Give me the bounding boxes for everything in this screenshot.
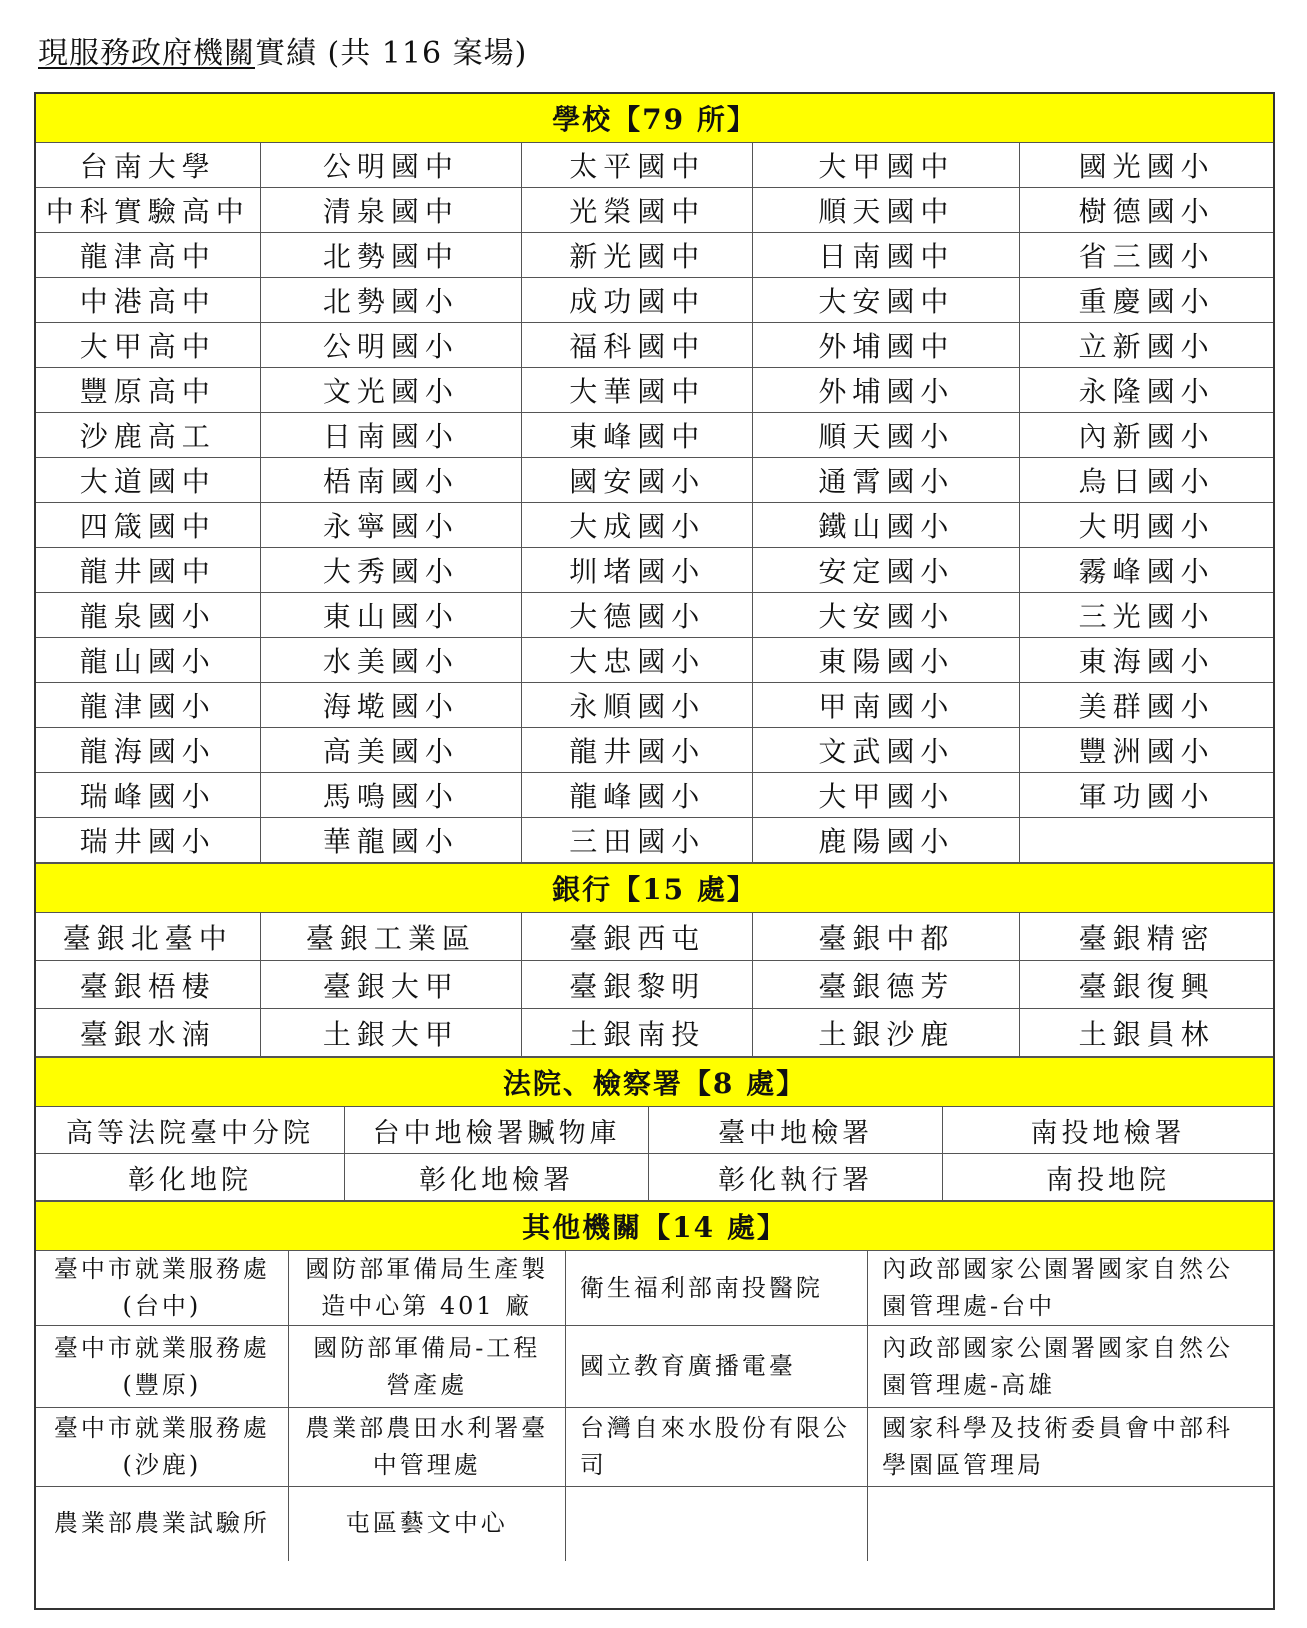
agency-cell: 衛生福利部南投醫院 (565, 1251, 867, 1326)
agency-cell: 屯區藝文中心 (288, 1487, 565, 1561)
school-cell: 通霄國小 (753, 458, 1020, 503)
empty-cell (1020, 818, 1273, 863)
courts-table (36, 1057, 1273, 1201)
agency-cell: 國防部軍備局-工程營產處 (288, 1326, 565, 1408)
school-cell: 新光國中 (522, 233, 753, 278)
school-cell: 安定國小 (753, 548, 1020, 593)
school-cell-row (36, 503, 1273, 548)
school-cell-row (36, 683, 1273, 728)
school-cell: 大安國小 (753, 593, 1020, 638)
court-cell: 臺中地檢署 (649, 1107, 943, 1154)
school-cell: 大秀國小 (260, 548, 522, 593)
bank-cell: 土銀南投 (522, 1009, 753, 1057)
school-cell: 國光國小 (1020, 143, 1273, 188)
school-cell: 大德國小 (522, 593, 753, 638)
school-cell: 國安國小 (522, 458, 753, 503)
school-cell: 龍峰國小 (522, 773, 753, 818)
agency-cell-row (36, 1251, 1273, 1326)
agency-cell: 臺中市就業服務處(豐原) (36, 1326, 288, 1408)
agency-cell: 臺中市就業服務處(台中) (36, 1251, 288, 1326)
school-cell-row (36, 593, 1273, 638)
school-cell: 豐洲國小 (1020, 728, 1273, 773)
school-cell: 霧峰國小 (1020, 548, 1273, 593)
agency-cell: 國家科學及技術委員會中部科學園區管理局 (868, 1408, 1273, 1487)
bank-cell: 土銀員林 (1020, 1009, 1273, 1057)
school-cell: 中科實驗高中 (36, 188, 260, 233)
courts-header: 法院、檢察署【8 處】 (36, 1058, 1273, 1107)
bank-cell: 臺銀精密 (1020, 913, 1273, 961)
school-cell: 四箴國中 (36, 503, 260, 548)
empty-cell (565, 1487, 867, 1561)
school-cell: 龍津高中 (36, 233, 260, 278)
page-title-suffix: 實績 (共 116 案場) (255, 36, 528, 71)
bank-cell: 臺銀德芳 (753, 961, 1020, 1009)
school-cell: 外埔國小 (753, 368, 1020, 413)
school-cell: 東陽國小 (753, 638, 1020, 683)
agency-cell: 農業部農業試驗所 (36, 1487, 288, 1561)
page-title (38, 32, 527, 76)
school-cell: 東海國小 (1020, 638, 1273, 683)
school-cell: 大成國小 (522, 503, 753, 548)
bank-cell: 臺銀復興 (1020, 961, 1273, 1009)
school-cell: 馬鳴國小 (260, 773, 522, 818)
agency-cell: 內政部國家公園署國家自然公園管理處-台中 (868, 1251, 1273, 1326)
school-cell: 沙鹿高工 (36, 413, 260, 458)
school-cell: 豐原高中 (36, 368, 260, 413)
others-header: 其他機關【14 處】 (36, 1202, 1273, 1251)
court-cell: 高等法院臺中分院 (36, 1107, 344, 1154)
bank-cell: 臺銀大甲 (260, 961, 522, 1009)
school-cell: 鐵山國小 (753, 503, 1020, 548)
school-cell: 永順國小 (522, 683, 753, 728)
schools-header: 學校【79 所】 (36, 94, 1273, 143)
school-cell: 龍津國小 (36, 683, 260, 728)
school-cell: 文光國小 (260, 368, 522, 413)
agency-cell: 臺中市就業服務處(沙鹿) (36, 1408, 288, 1487)
bank-cell-row (36, 913, 1273, 961)
school-cell: 日南國中 (753, 233, 1020, 278)
school-cell: 大華國中 (522, 368, 753, 413)
school-cell: 公明國中 (260, 143, 522, 188)
school-cell: 水美國小 (260, 638, 522, 683)
bank-cell-row (36, 1009, 1273, 1057)
school-cell: 美群國小 (1020, 683, 1273, 728)
school-cell: 大忠國小 (522, 638, 753, 683)
school-cell: 龍井國小 (522, 728, 753, 773)
school-cell: 瑞峰國小 (36, 773, 260, 818)
school-cell: 高美國小 (260, 728, 522, 773)
school-cell-row (36, 413, 1273, 458)
school-cell: 東峰國中 (522, 413, 753, 458)
court-cell: 彰化執行署 (649, 1154, 943, 1201)
school-cell: 海墘國小 (260, 683, 522, 728)
school-cell: 永寧國小 (260, 503, 522, 548)
bank-cell: 土銀大甲 (260, 1009, 522, 1057)
agency-cell-row (36, 1326, 1273, 1408)
school-cell: 三光國小 (1020, 593, 1273, 638)
empty-cell (868, 1487, 1273, 1561)
school-cell: 龍山國小 (36, 638, 260, 683)
agency-cell: 國防部軍備局生產製造中心第 401 廠 (288, 1251, 565, 1326)
school-cell: 龍井國中 (36, 548, 260, 593)
school-cell: 東山國小 (260, 593, 522, 638)
court-cell: 南投地檢署 (943, 1107, 1273, 1154)
court-cell: 彰化地檢署 (344, 1154, 648, 1201)
others-table (36, 1201, 1273, 1561)
school-cell: 大明國小 (1020, 503, 1273, 548)
school-cell: 內新國小 (1020, 413, 1273, 458)
school-cell: 鹿陽國小 (753, 818, 1020, 863)
school-cell: 北勢國小 (260, 278, 522, 323)
school-cell: 大道國中 (36, 458, 260, 503)
school-cell: 中港高中 (36, 278, 260, 323)
school-cell: 瑞井國小 (36, 818, 260, 863)
bank-cell-row (36, 961, 1273, 1009)
school-cell: 大甲高中 (36, 323, 260, 368)
school-cell: 大安國中 (753, 278, 1020, 323)
agency-cell: 農業部農田水利署臺中管理處 (288, 1408, 565, 1487)
bank-cell: 臺銀西屯 (522, 913, 753, 961)
court-cell: 彰化地院 (36, 1154, 344, 1201)
school-cell-row (36, 143, 1273, 188)
school-cell-row (36, 638, 1273, 683)
school-cell: 三田國小 (522, 818, 753, 863)
bank-cell: 臺銀北臺中 (36, 913, 260, 961)
school-cell: 順天國小 (753, 413, 1020, 458)
school-cell: 成功國中 (522, 278, 753, 323)
school-cell: 北勢國中 (260, 233, 522, 278)
bank-cell: 臺銀水湳 (36, 1009, 260, 1057)
bank-cell: 土銀沙鹿 (753, 1009, 1020, 1057)
school-cell: 軍功國小 (1020, 773, 1273, 818)
school-cell: 龍海國小 (36, 728, 260, 773)
school-cell: 立新國小 (1020, 323, 1273, 368)
school-cell: 公明國小 (260, 323, 522, 368)
school-cell: 省三國小 (1020, 233, 1273, 278)
school-cell-row (36, 728, 1273, 773)
school-cell-row (36, 818, 1273, 863)
banks-header: 銀行【15 處】 (36, 864, 1273, 913)
school-cell: 重慶國小 (1020, 278, 1273, 323)
school-cell: 大甲國小 (753, 773, 1020, 818)
school-cell: 太平國中 (522, 143, 753, 188)
school-cell: 樹德國小 (1020, 188, 1273, 233)
school-cell: 文武國小 (753, 728, 1020, 773)
school-cell-row (36, 233, 1273, 278)
school-cell-row (36, 458, 1273, 503)
bank-cell: 臺銀黎明 (522, 961, 753, 1009)
bank-cell: 臺銀梧棲 (36, 961, 260, 1009)
court-cell-row (36, 1154, 1273, 1201)
school-cell: 永隆國小 (1020, 368, 1273, 413)
bank-cell: 臺銀工業區 (260, 913, 522, 961)
agency-cell-row (36, 1487, 1273, 1561)
school-cell: 台南大學 (36, 143, 260, 188)
school-cell: 福科國中 (522, 323, 753, 368)
bank-cell: 臺銀中都 (753, 913, 1020, 961)
school-cell: 甲南國小 (753, 683, 1020, 728)
performance-sheet (34, 92, 1275, 1610)
school-cell-row (36, 368, 1273, 413)
school-cell: 烏日國小 (1020, 458, 1273, 503)
court-cell: 南投地院 (943, 1154, 1273, 1201)
school-cell: 梧南國小 (260, 458, 522, 503)
school-cell: 圳堵國小 (522, 548, 753, 593)
school-cell-row (36, 548, 1273, 593)
school-cell: 日南國小 (260, 413, 522, 458)
school-cell: 清泉國中 (260, 188, 522, 233)
school-cell: 華龍國小 (260, 818, 522, 863)
schools-table (36, 94, 1273, 863)
court-cell: 台中地檢署贓物庫 (344, 1107, 648, 1154)
school-cell-row (36, 278, 1273, 323)
agency-cell: 台灣自來水股份有限公司 (565, 1408, 867, 1487)
school-cell: 龍泉國小 (36, 593, 260, 638)
school-cell: 順天國中 (753, 188, 1020, 233)
school-cell-row (36, 323, 1273, 368)
agency-cell: 國立教育廣播電臺 (565, 1326, 867, 1408)
banks-table (36, 863, 1273, 1057)
agency-cell: 內政部國家公園署國家自然公園管理處-高雄 (868, 1326, 1273, 1408)
agency-cell-row (36, 1408, 1273, 1487)
court-cell-row (36, 1107, 1273, 1154)
school-cell-row (36, 188, 1273, 233)
school-cell-row (36, 773, 1273, 818)
school-cell: 大甲國中 (753, 143, 1020, 188)
school-cell: 外埔國中 (753, 323, 1020, 368)
page-title-main: 現服務政府機關 (38, 36, 255, 71)
school-cell: 光榮國中 (522, 188, 753, 233)
